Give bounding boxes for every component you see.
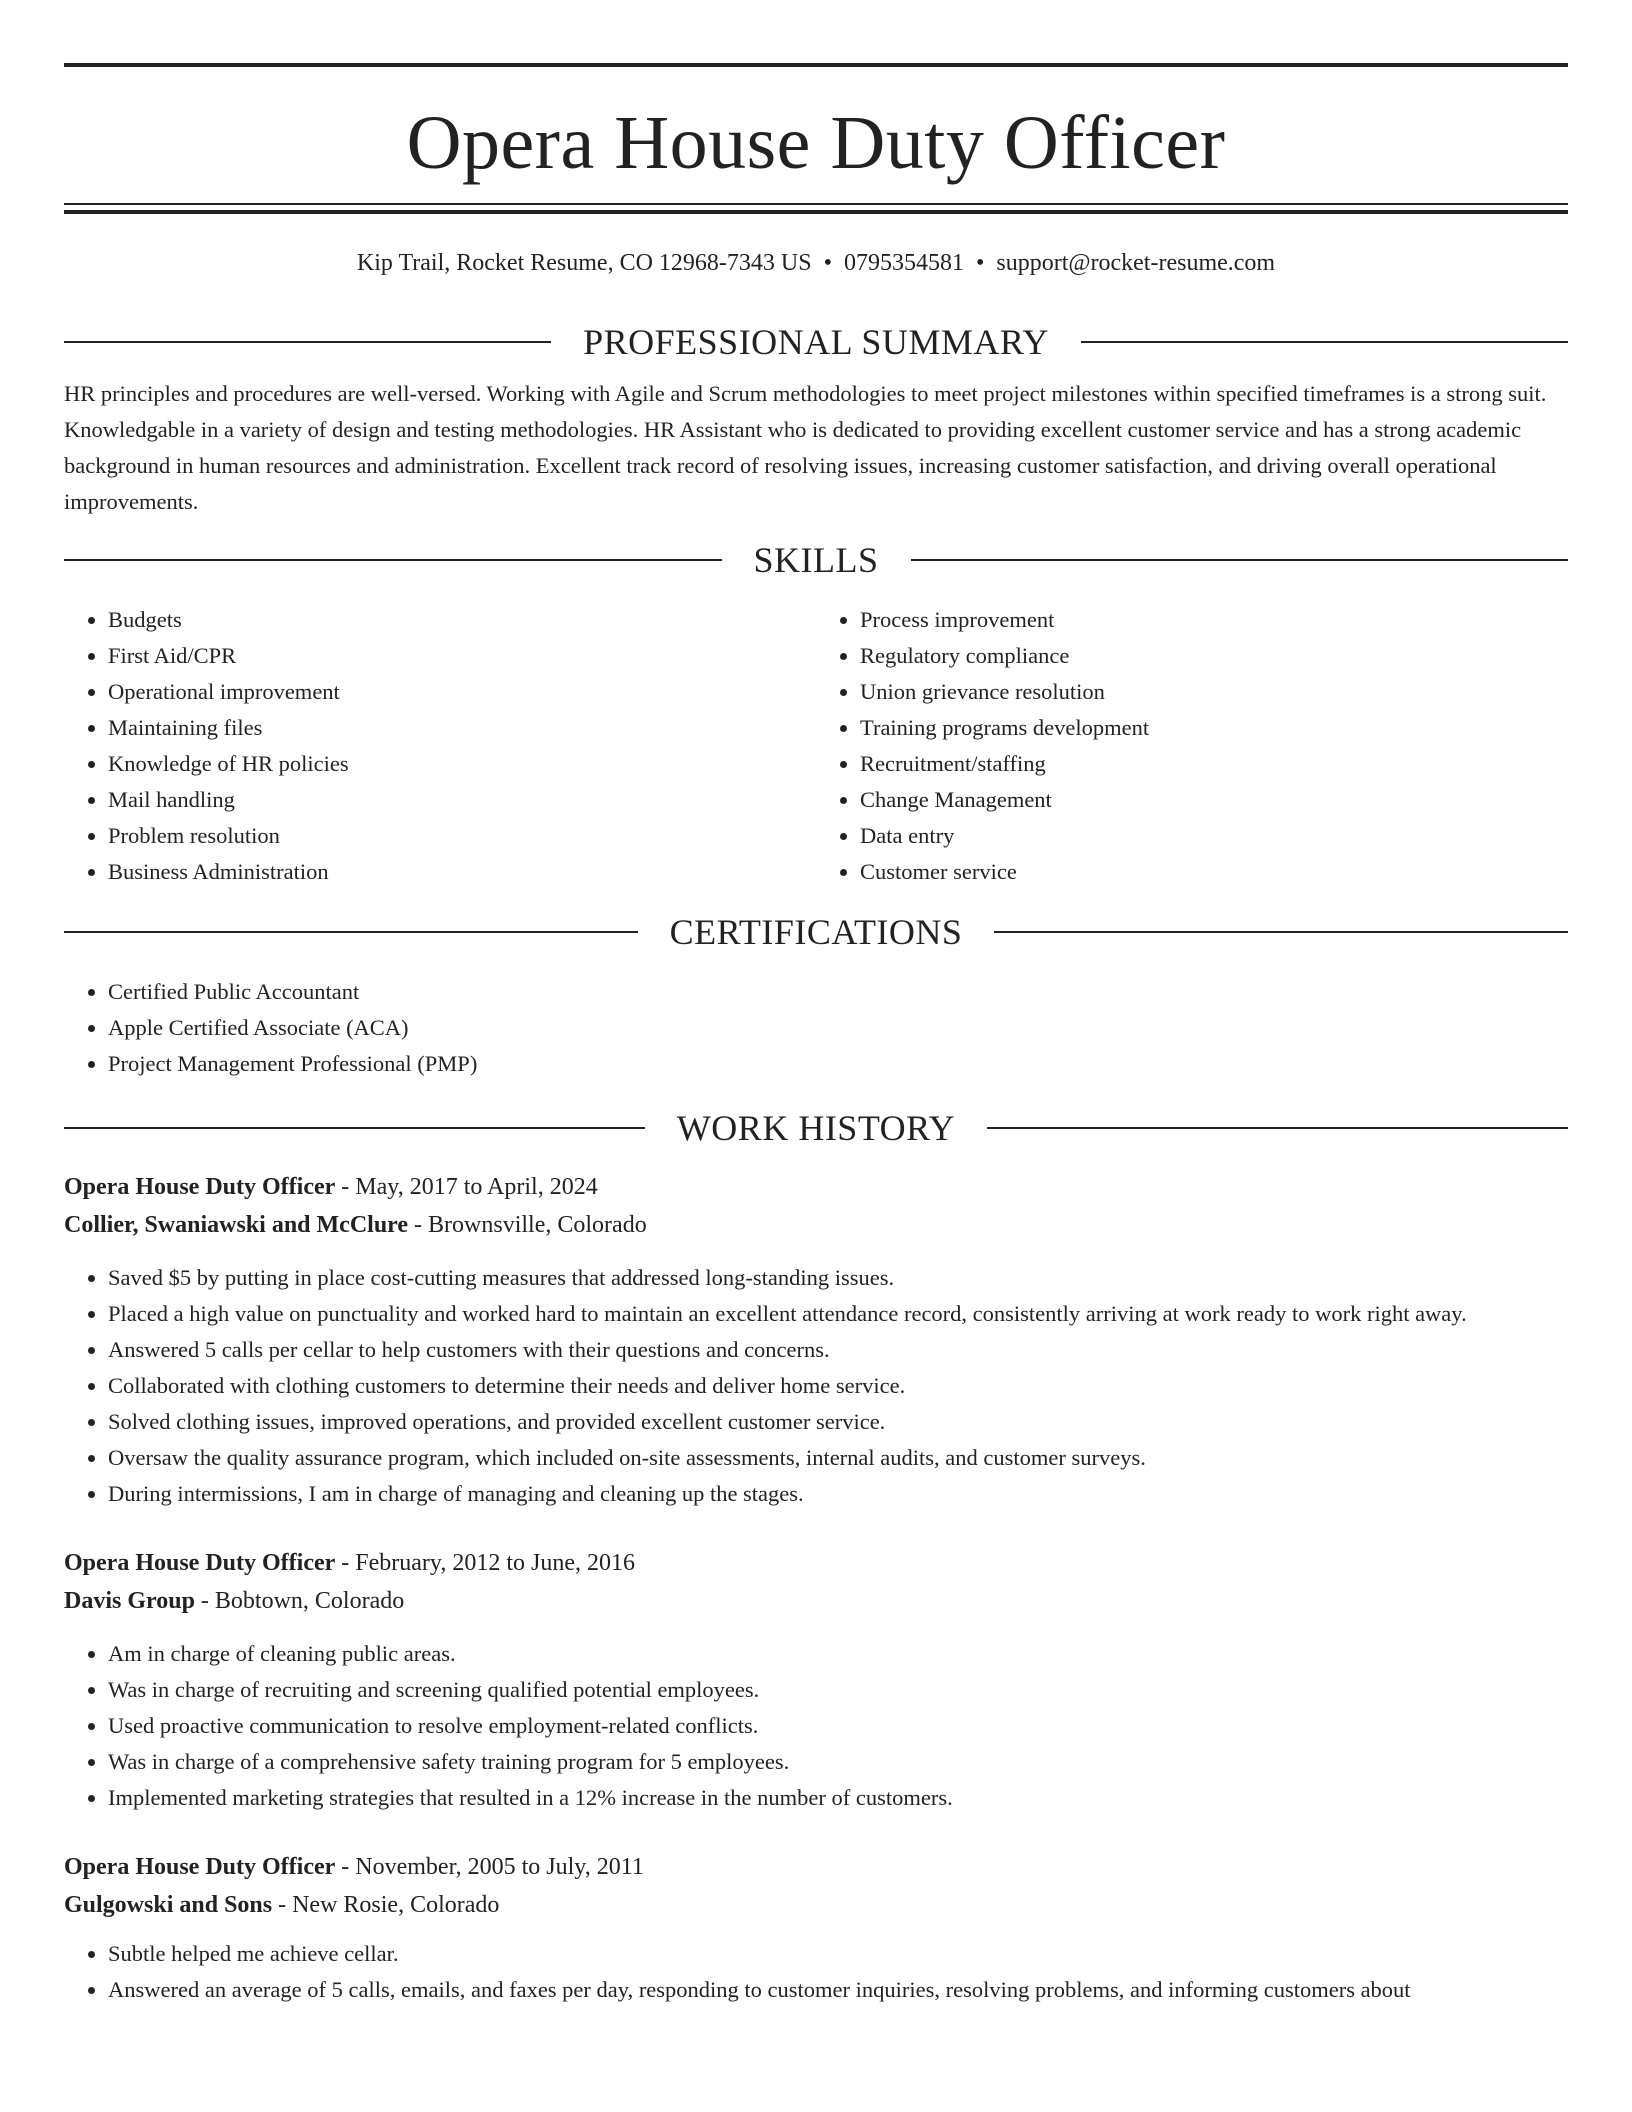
job-bullet: • Implemented marketing strategies that resulted in a 12% increase in the number of customers.	[108, 1780, 1568, 1816]
job-company: Davis Group	[64, 1588, 195, 1614]
contact-separator: •	[976, 250, 985, 276]
job-title-line	[64, 1544, 1568, 1582]
job-bullet: • Collaborated with clothing customers to determine their needs and deliver home service.	[108, 1368, 1568, 1404]
heading-rule-right	[987, 1127, 1568, 1129]
work-heading-label: WORK HISTORY	[676, 1108, 956, 1148]
skill-item: • Maintaining files	[108, 710, 816, 746]
job-location: - New Rosie, Colorado	[272, 1892, 500, 1918]
certifications-heading	[64, 912, 1568, 952]
job-location: - Brownsville, Colorado	[408, 1212, 647, 1238]
job-bullet: • Was in charge of a comprehensive safety training program for 5 employees.	[108, 1744, 1568, 1780]
job-bullet: • Am in charge of cleaning public areas.	[108, 1636, 1568, 1672]
job-title: Opera House Duty Officer	[64, 1550, 336, 1576]
certification-item: • Certified Public Accountant	[108, 974, 1568, 1010]
certifications-list	[64, 974, 1568, 1082]
heading-rule-right	[994, 931, 1568, 933]
job-bullet: • During intermissions, I am in charge of managing and cleaning up the stages.	[108, 1476, 1568, 1512]
skill-item: • Recruitment/staffing	[860, 746, 1568, 782]
skill-item: • Data entry	[860, 818, 1568, 854]
job-entry	[64, 1848, 1568, 2008]
skills-heading	[64, 540, 1568, 580]
certifications-heading-label: CERTIFICATIONS	[669, 912, 963, 952]
skill-item: • Budgets	[108, 602, 816, 638]
heading-rule-left	[64, 931, 638, 933]
top-rule	[64, 63, 1568, 67]
job-title: Opera House Duty Officer	[64, 1174, 336, 1200]
job-entry	[64, 1544, 1568, 1816]
heading-rule-left	[64, 1127, 645, 1129]
job-title-line	[64, 1168, 1568, 1206]
job-bullet: • Saved $5 by putting in place cost-cutting measures that addressed long-standing issues.	[108, 1260, 1568, 1296]
certification-item: • Apple Certified Associate (ACA)	[108, 1010, 1568, 1046]
work-heading	[64, 1108, 1568, 1148]
job-company: Gulgowski and Sons	[64, 1892, 273, 1918]
job-dates: - November, 2005 to July, 2011	[335, 1854, 644, 1880]
skill-item: • Business Administration	[108, 854, 816, 890]
job-bullet: • Subtle helped me achieve cellar.	[108, 1936, 1568, 1972]
job-bullet: • Answered 5 calls per cellar to help customers with their questions and concerns.	[108, 1332, 1568, 1368]
skills-list-left	[64, 602, 816, 890]
skill-item: • Operational improvement	[108, 674, 816, 710]
job-location: - Bobtown, Colorado	[194, 1588, 405, 1614]
job-company-line	[64, 1886, 1568, 1924]
job-bullet: • Used proactive communication to resolve employment-related conflicts.	[108, 1708, 1568, 1744]
job-bullets	[64, 1936, 1568, 2008]
job-bullet: • Solved clothing issues, improved operations, and provided excellent customer service.	[108, 1404, 1568, 1440]
heading-rule-left	[64, 341, 551, 343]
job-title-line	[64, 1848, 1568, 1886]
job-dates: - May, 2017 to April, 2024	[335, 1174, 598, 1200]
job-bullet: • Oversaw the quality assurance program, which included on-site assessments, internal audits, and customer surveys.	[108, 1440, 1568, 1476]
job-bullet: • Was in charge of recruiting and screening qualified potential employees.	[108, 1672, 1568, 1708]
summary-text: HR principles and procedures are well-versed. Working with Agile and Scrum methodologies to meet project milestones within specified timeframes is a strong suit. Knowledgable in a variety of design and testing methodologies. HR Assistant who is dedicated to providing excellent customer service and has a strong academic background in human resources and administration. Excellent track record of resolving issues, increasing customer satisfaction, and driving overall operational improvements.	[64, 381, 1547, 514]
contact-separator: •	[823, 250, 832, 276]
resume-title: Opera House Duty Officer	[406, 101, 1226, 185]
job-bullets	[64, 1260, 1568, 1512]
skill-item: • Mail handling	[108, 782, 816, 818]
skill-item: • Training programs development	[860, 710, 1568, 746]
skills-grid	[64, 602, 1568, 890]
job-title: Opera House Duty Officer	[64, 1854, 336, 1880]
skill-item: • Process improvement	[860, 602, 1568, 638]
skills-list-right	[816, 602, 1568, 890]
title-double-rule	[64, 203, 1568, 214]
job-dates: - February, 2012 to June, 2016	[335, 1550, 636, 1576]
skill-item: • First Aid/CPR	[108, 638, 816, 674]
contact-address: Kip Trail, Rocket Resume, CO 12968-7343 US	[356, 250, 812, 276]
certification-item: • Project Management Professional (PMP)	[108, 1046, 1568, 1082]
heading-rule-right	[1081, 341, 1568, 343]
job-bullet: • Placed a high value on punctuality and worked hard to maintain an excellent attendance record, consistently arriving at work ready to work right away.	[108, 1296, 1568, 1332]
job-company-line	[64, 1206, 1568, 1244]
heading-rule-right	[911, 559, 1569, 561]
summary-heading-label: PROFESSIONAL SUMMARY	[583, 322, 1049, 362]
skill-item: • Union grievance resolution	[860, 674, 1568, 710]
skill-item: • Knowledge of HR policies	[108, 746, 816, 782]
contact-line	[64, 248, 1568, 278]
skill-item: • Change Management	[860, 782, 1568, 818]
skills-heading-label: SKILLS	[753, 540, 879, 580]
job-bullet: • Answered an average of 5 calls, emails, and faxes per day, responding to customer inquiries, resolving problems, and informing customers about	[108, 1972, 1568, 2008]
heading-rule-left	[64, 559, 722, 561]
summary-heading	[64, 322, 1568, 362]
job-entry	[64, 1168, 1568, 1512]
skill-item: • Regulatory compliance	[860, 638, 1568, 674]
skill-item: • Problem resolution	[108, 818, 816, 854]
job-company-line	[64, 1582, 1568, 1620]
skill-item: • Customer service	[860, 854, 1568, 890]
contact-email: support@rocket-resume.com	[996, 250, 1276, 276]
job-company: Collier, Swaniawski and McClure	[64, 1212, 409, 1238]
job-bullets	[64, 1636, 1568, 1816]
contact-phone: 0795354581	[844, 250, 964, 276]
